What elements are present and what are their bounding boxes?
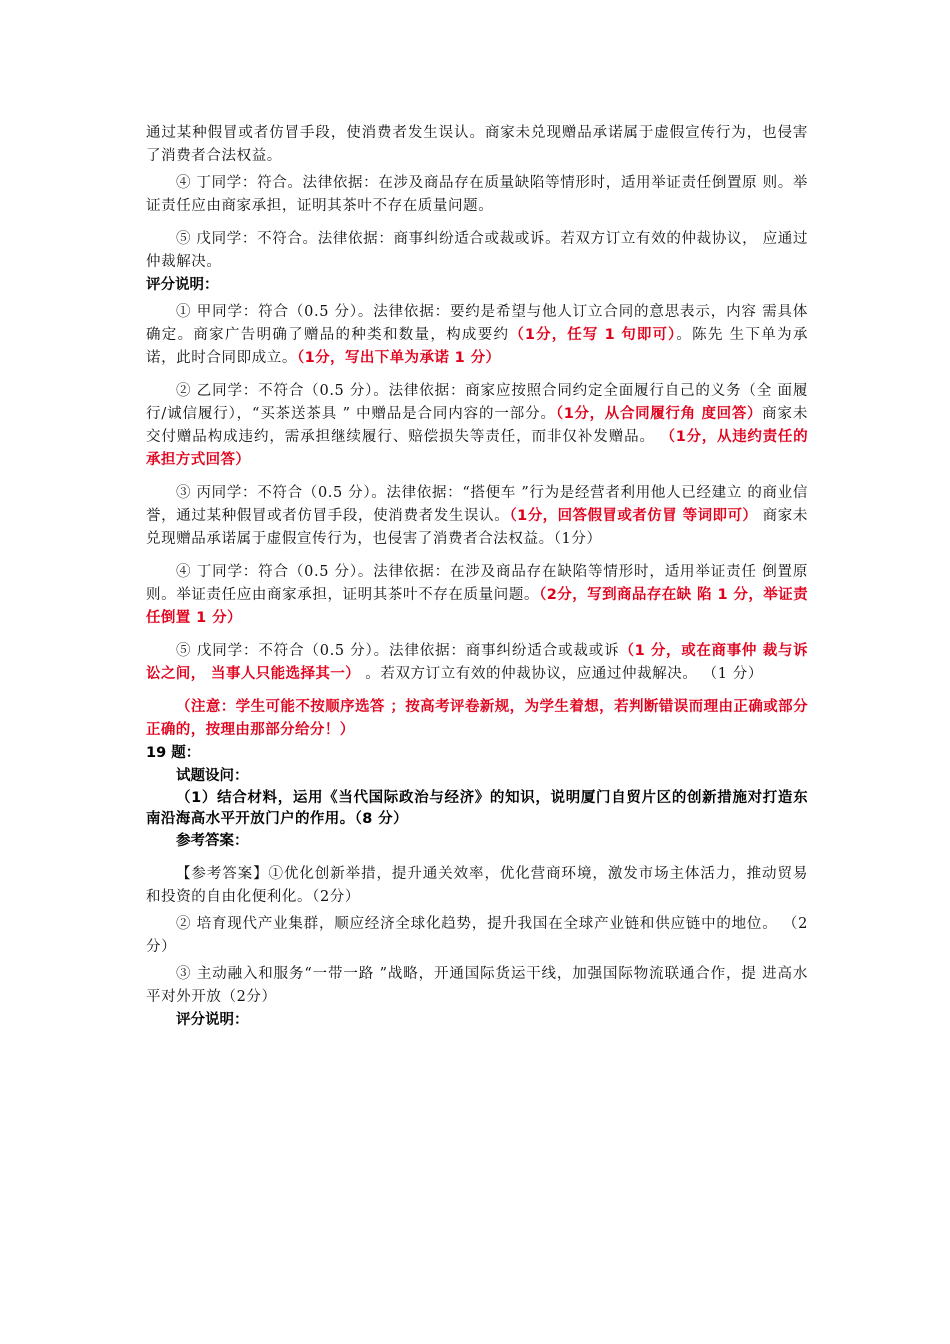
scoring-wu [146,640,808,686]
scoring-ding-text-a: ④ 丁同学：符合（0.5 分）。法律依据：在涉及商品存在缺陷等情形时，适用举证责任 倒置原则。举证责任应由商家承担，证明其茶叶不存在质量问题。 [146,564,808,603]
scoring-ding-points-1: （2分，写到商品存在缺 陷 1 分，举证责任倒置 1 分） [146,587,808,626]
scoring-wu-text-a: ⑤ 戊同学：不符合（0.5 分）。法律依据：商事纠纷适合或裁或诉 [176,643,620,659]
question-19-ask-label: 试题设问： [176,768,249,784]
question-19-scoring-label: 评分说明： [176,1012,249,1028]
scoring-bing-text-a: ③ 丙同学：不符合（0.5 分）。法律依据：“搭便车 ”行为是经营者利用他人已经建立 的商业信誉，通过某种假冒或者仿冒手段，使消费者发生误认。 [146,485,808,524]
scoring-bing-points-1: （1分，回答假冒或者仿冒 等词即可） [509,508,758,524]
paragraph-ding: ④ 丁同学：符合。法律依据：在涉及商品存在质量缺陷等情形时，适用举证责任倒置原 则。举证责任应由商家承担，证明其茶叶不存在质量问题。 [146,175,808,214]
scoring-yi-points-2: （1分，从违约责任的承担方式回答） [146,429,808,468]
scoring-note [146,696,808,742]
scoring-yi-text-b: 商家未交付赠品构成违约，需承担继续履行、赔偿损失等责任，而非仅补发赠品。 [146,406,808,445]
scoring-jia [146,301,808,370]
scoring-ding [146,561,808,630]
paragraph-continuation: 通过某种假冒或者仿冒手段，使消费者发生误认。商家未兑现赠品承诺属于虚假宣传行为，也侵害了消费者合法权益。 [146,125,808,164]
question-19-answer-label: 参考答案： [176,833,249,849]
answer-19-item-1: 【参考答案】①优化创新举措，提升通关效率，优化营商环境，激发市场主体活力，推动贸易和投资的自由化便利化。（2分） [146,866,808,905]
scoring-yi [146,380,808,472]
question-19-title: 19 题： [146,745,201,761]
document-page [146,122,808,1032]
paragraph-wu: ⑤ 戊同学：不符合。法律依据：商事纠纷适合或裁或诉。若双方订立有效的仲裁协议， 应通过仲裁解决。 [146,231,808,270]
scoring-bing-text-b: 商家未兑现赠品承诺属于虚假宣传行为，也侵害了消费者合法权益。（1分） [146,508,809,547]
scoring-note-text: （注意：学生可能不按顺序选答 ；按高考评卷新规，为学生着想，若判断错误而理由正确或部分正确的，按理由那部分给分！） [146,699,808,738]
answer-19-item-3: ③ 主动融入和服务“一带一路 ”战略，开通国际货运干线，加强国际物流联通合作，提 进高水平对外开放（2分） [146,966,808,1005]
scoring-bing [146,482,808,551]
scoring-jia-points-2: （1分，写出下单为承诺 1 分） [297,350,501,366]
scoring-yi-text-a: ② 乙同学：不符合（0.5 分）。法律依据：商家应按照合同约定全面履行自己的义务（全 面履行/诚信履行），“买茶送茶具 ” 中赠品是合同内容的一部分。 [146,383,808,422]
scoring-jia-text-a: ① 甲同学：符合（0.5 分）。法律依据：要约是希望与他人订立合同的意思表示，内容 需具体确定。商家广告明确了赠品的种类和数量，构成要约 [146,304,808,343]
scoring-yi-points-1: （1分，从合同履行角 度回答） [555,406,763,422]
scoring-jia-points-1: （1分，任写 1 句即可） [509,327,677,343]
scoring-wu-points-1: （1 分，或在商事仲 裁与诉讼之间， 当事人只能选择其一） [146,643,808,682]
scoring-wu-text-b: 。若双方订立有效的仲裁协议，应通过仲裁解决。 （1 分） [360,666,763,682]
question-19-text: （1）结合材料，运用《当代国际政治与经济》的知识，说明厦门自贸片区的创新措施对打造东南沿海高水平开放门户的作用。（8 分） [146,790,808,827]
scoring-heading: 评分说明： [146,277,219,293]
scoring-jia-text-b: 。陈先 生下单为承诺，此时合同即成立。 [146,327,808,366]
answer-19-item-2: ② 培育现代产业集群，顺应经济全球化趋势，提升我国在全球产业链和供应链中的地位。 （2 分） [146,916,808,955]
